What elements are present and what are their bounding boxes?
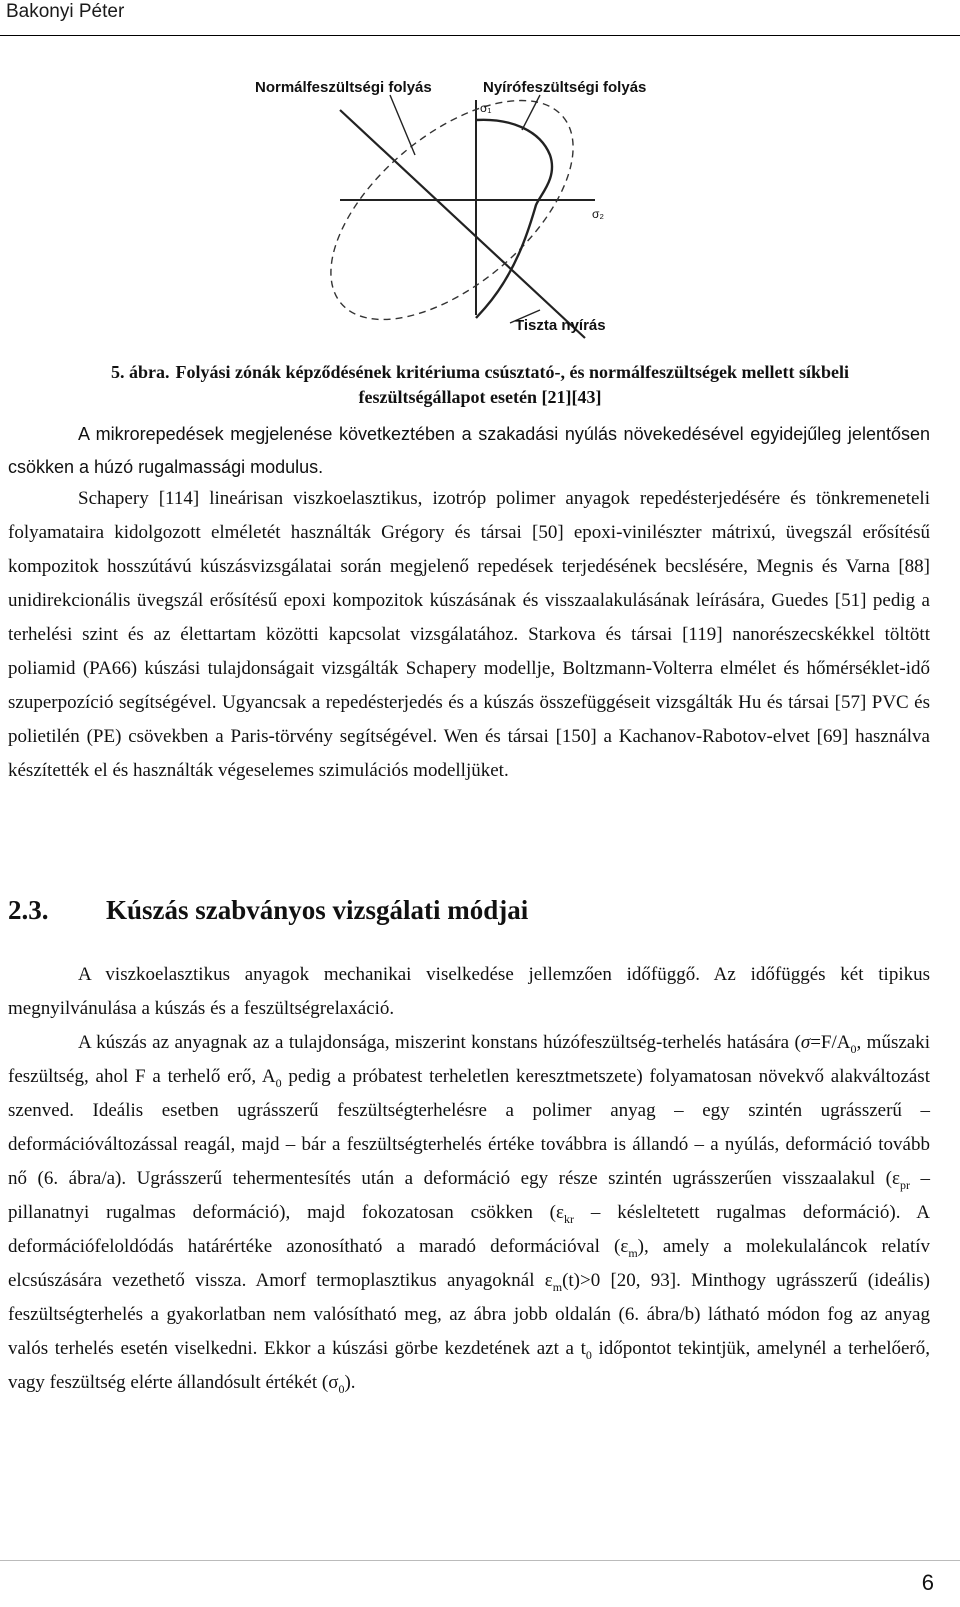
section-number: 2.3.: [8, 895, 49, 925]
creep-sub-m2: m: [552, 1279, 563, 1294]
creep-sub-m: m: [628, 1245, 638, 1260]
creep-sub-kr: kr: [564, 1211, 574, 1226]
page-header: [0, 0, 960, 36]
creep-text-h: (t)>0 [20, 93]. Minthogy ugrásszerű (ideális) feszültségterhelés a gyakorlatban nem valósítható meg, az ábra jobb oldalán (6. ábra/b) látható módon fog az anyag valós terhelés esetén viselkedni. Ekkor a kúszási görbe kezdetének azt a t: [8, 1270, 930, 1359]
paragraph-microcracks: A mikrorepedések megjelenése következtében a szakadási nyúlás növekedésével egyidejűleg jelentősen csökken a húzó rugalmassági modulus.: [8, 424, 930, 477]
creep-sub-t0: 0: [585, 1347, 592, 1362]
creep-sub-s0: 0: [338, 1381, 345, 1396]
shear-stress-curve: [476, 120, 552, 318]
page-number: 6: [921, 1570, 934, 1595]
creep-text-i: időpontot tekintjük, amelynél a terhelőerő, vagy feszültség elérte állandósult értékét (σ: [8, 1338, 930, 1393]
creep-text-b: =F/A: [810, 1032, 851, 1053]
creep-text-c: , műszaki feszültség, ahol F a terhelő erő, A: [8, 1032, 930, 1087]
creep-text-e: – pillanatnyi rugalmas deformáció), majd fokozatosan csökken (ε: [8, 1168, 931, 1223]
creep-text-f: – késleltetett rugalmas deformáció). A deformációfeloldódás határértéke azonosítható a maradó deformációval (ε: [8, 1202, 930, 1257]
creep-sub-pr: pr: [899, 1177, 910, 1192]
caption-line2: feszültségállapot esetén [21][43]: [358, 387, 602, 407]
creep-text-g: ), amely a molekulaláncok relatív elcsúszására vezethető vissza. Amorf termoplasztikus anyagoknál ε: [8, 1236, 931, 1291]
paragraph-viscoelastic: A viszkoelasztikus anyagok mechanikai viselkedése jellemzően időfüggő. Az időfüggés két tipikus megnyilvánulása a kúszás és a feszültségrelaxáció.: [8, 964, 930, 1019]
section-title: Kúszás szabványos vizsgálati módjai: [106, 895, 529, 925]
caption-line1: Folyási zónák képződésének kritériuma csúsztató-, és normálfeszültségek mellett síkbeli: [175, 362, 849, 382]
paragraph-schapery: Schapery [114] lineárisan viszkoelasztikus, izotróp polimer anyagok repedésterjedésére és tönkremeneteli folyamataira kidolgozott elméletét használták Grégory és társai [50] epoxi-vinilészter mátrixú, üvegszál erősítésű kompozitok hosszútávú kúszásvizsgálatai során megjelenő repedések terjedésének becslésére, Megnis és Varna [88] unidirekcionális üvegszál erősítésű epoxi kompozitok kúszásának és visszaalakulásának leírására, Guedes [51] pedig a terhelési szint és az élettartam közötti kapcsolat vizsgálatához. Starkova és társai [119] nanorészecskékkel töltött poliamid (PA66) kúszási tulajdonságait vizsgálták Schapery modellje, Boltzmann-Volterra elmélet és hőmérséklet-idő szuperpozíció segítségével. Ugyancsak a repedésterjedés és a kúszás összefüggéseit vizsgálták Hu és társai [57] PVC és polietilén (PE) csövekben a Paris-törvény segítségével. Wen és társai [150] a Kachanov-Rabotov-elvet [69] használva készítették el és használták végeselemes szimulációs modelljüket.: [8, 488, 930, 781]
paragraph-creep: [8, 1026, 930, 1400]
creep-sigma: σ: [800, 1032, 811, 1053]
creep-sub-0b: 0: [275, 1075, 282, 1090]
creep-text-j: ).: [344, 1372, 356, 1393]
label-normal-yield: Normálfeszültségi folyás: [255, 79, 432, 96]
footer-divider: [0, 1560, 960, 1561]
yield-criterion-figure: [240, 60, 660, 360]
label-sigma2: σ₂: [592, 207, 605, 221]
label-shear-yield: Nyírófeszültségi folyás: [483, 79, 647, 96]
leader-normal: [390, 95, 415, 155]
header-author: Bakonyi Péter: [6, 1, 125, 22]
label-pure-shear: Tiszta nyírás: [515, 317, 606, 334]
von-mises-ellipse: [293, 60, 612, 360]
figure-caption: [30, 360, 930, 410]
creep-text-a: A kúszás az anyagnak az a tulajdonsága, miszerint konstans húzófeszültség-terhelés hatására (: [78, 1032, 801, 1053]
normal-stress-line: [340, 110, 585, 338]
caption-label: 5. ábra.: [111, 362, 170, 382]
creep-text-d: pedig a próbatest terheletlen keresztmetszete) folyamatosan növekvő alakváltozást szenved. Ideális esetben ugrásszerű feszültségterhelésre a polimer anyag – egy szintén ugrásszerű – deformációváltozással reagál, majd – bár a feszültségterhelés értéke továbbra is állandó – a nyúlás, deformáció tovább nő (6. ábra/a). Ugrásszerű tehermentesítés után a deformáció egy része szintén ugrásszerűen visszaalakul (ε: [8, 1066, 930, 1189]
creep-sub-0: 0: [850, 1041, 857, 1056]
section-heading: [8, 895, 930, 926]
label-sigma1: σ₁: [480, 101, 492, 115]
